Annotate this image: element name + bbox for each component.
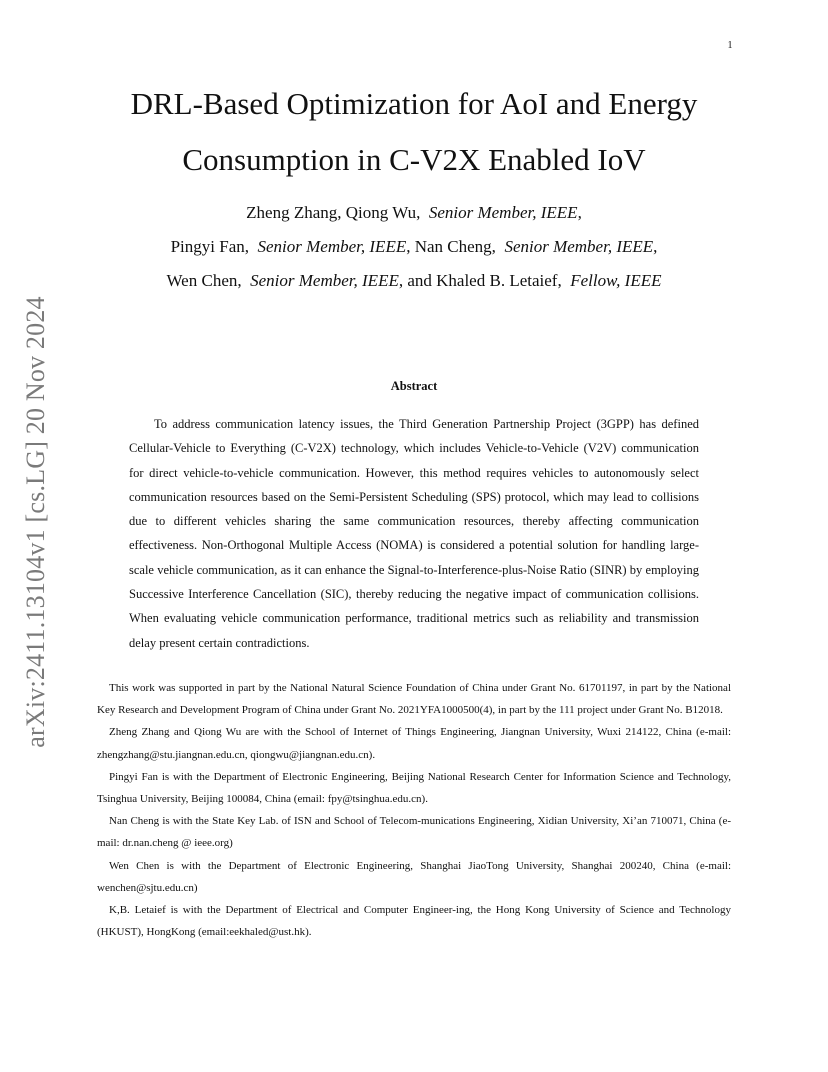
author-line-2: [80, 230, 748, 264]
author-names: , and Khaled B. Letaief,: [398, 271, 562, 290]
abstract-heading: Abstract: [390, 379, 438, 393]
footnote-funding: This work was supported in part by the National Natural Science Foundation of China under Grant No. 61701197, in part by the National Key Research and Development Program of China under Grant No. 2021YFA1000500(4), in part by the 111 project under Grant No. B12018.: [97, 682, 731, 717]
author-line-3: [80, 264, 748, 298]
author-names: Wen Chen,: [166, 271, 242, 290]
author-names: Zheng Zhang, Qiong Wu,: [246, 203, 421, 222]
paper-title-line-1: DRL-Based Optimization for AoI and Energy: [130, 86, 698, 121]
author-names: , Nan Cheng,: [406, 237, 496, 256]
footnote-affiliation: K,B. Letaief is with the Department of Electrical and Computer Engineer-ing, the Hong Kong University of Science and Technology (HKUST), HongKong (email:eekhaled@ust.hk).: [97, 904, 731, 939]
footnote-affiliation: Pingyi Fan is with the Department of Electronic Engineering, Beijing National Research Center for Information Science and Technology, Tsinghua University, Beijing 100084, China (email: fpy@tsinghua.edu.cn).: [97, 770, 731, 806]
author-separator: ,: [577, 203, 582, 222]
footnotes: [97, 677, 731, 943]
arxiv-identifier-stamp[interactable]: arXiv:2411.13104v1 [cs.LG] 20 Nov 2024: [21, 296, 50, 748]
author-membership: Fellow, IEEE: [570, 271, 662, 290]
author-separator: ,: [653, 237, 658, 256]
author-membership: Senior Member, IEEE: [504, 237, 654, 256]
page-number: 1: [727, 40, 733, 51]
abstract-body: To address communication latency issues, the Third Generation Partnership Project (3GPP) has defined Cellular-Vehicle to Everything (C-V2X) technology, which includes Vehicle-to-Vehicle (V2V) communication for direct vehicle-to-vehicle communication. However, this method requires vehicles to autonomously select communication resources based on the Semi-Persistent Scheduling (SPS) protocol, which may lead to collisions due to different vehicles sharing the same communication resources, thereby affecting communication effectiveness. Non-Orthogonal Multiple Access (NOMA) is considered a potential solution for handling large-scale vehicle communication, as it can enhance the Signal-to-Interference-plus-Noise Ratio (SINR) by employing Successive Interference Cancellation (SIC), thereby reducing the negative impact of communication collisions. When evaluating vehicle communication performance, traditional metrics such as reliability and transmission delay present certain contradictions.: [129, 417, 699, 650]
footnote-affiliation: Zheng Zhang and Qiong Wu are with the School of Internet of Things Engineering, Jiangnan University, Wuxi 214122, China (e-mail: zhengzhang@stu.jiangnan.edu.cn, qiongwu@jiangnan.edu.cn).: [97, 726, 731, 761]
author-list: [80, 196, 748, 298]
author-names: Pingyi Fan,: [170, 237, 249, 256]
author-line-1: [80, 196, 748, 230]
paper-title: [80, 76, 748, 188]
author-membership: Senior Member, IEEE: [257, 237, 407, 256]
footnote-affiliation: Wen Chen is with the Department of Electronic Engineering, Shanghai JiaoTong University, Shanghai 200240, China (e-mail: wenchen@sjtu.edu.cn): [97, 859, 731, 894]
author-membership: Senior Member, IEEE: [428, 203, 578, 222]
paper-title-line-2: Consumption in C-V2X Enabled IoV: [182, 142, 646, 177]
author-membership: Senior Member, IEEE: [250, 271, 399, 290]
footnote-affiliation: Nan Cheng is with the State Key Lab. of ISN and School of Telecom-munications Engineering, Xidian University, Xi’an 710071, China (e-mail: dr.nan.cheng @ ieee.org): [97, 815, 731, 850]
